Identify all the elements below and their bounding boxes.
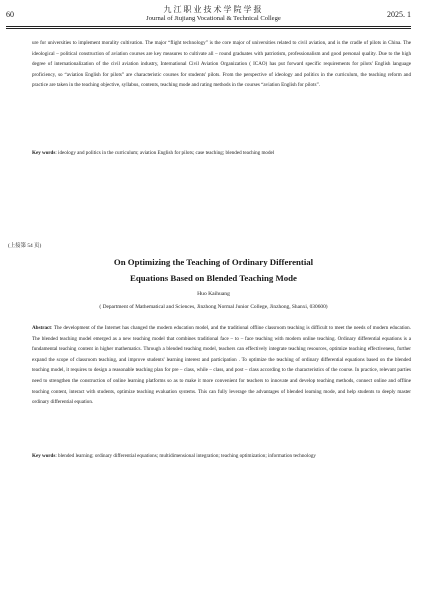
article-title <box>0 254 427 286</box>
author-name: Huo Kaihuang <box>197 291 230 297</box>
continued-from-note: (上接第 54 页) <box>8 243 42 249</box>
abstract-label: Abstract <box>32 325 51 331</box>
keywords-text: : blended learning; ordinary differential equations; multidimensional integration; teaching optimization; information technology <box>55 453 316 459</box>
title-line-2: Equations Based on Blended Teaching Mode <box>130 273 297 283</box>
previous-abstract-text: ure for universities to implement morality cultivation. The major “flight technology” is the core major of universities related to civil aviation, and is the cradle of pilots in China. The ideological – political construction of aviation courses are key measures to cultivate all – round graduates with patriotism, professionalism and good personal quality. Due to the high degree of internationalization of the civil aviation industry, International Civil Aviation Organization ( ICAO) has put forward specific requirements for pilots' English language proficiency, so “aviation English for pilots” are characteristic courses for students' pilots. From the perspective of ideology and politics in the curriculum, the teaching reform and practice are taken in the teaching objective, syllabus, contents, teaching mode and rating methods in the courses “aviation English for pilots”. <box>32 40 411 89</box>
journal-title-english: Journal of Jiujiang Vocational & Technical College <box>146 15 281 22</box>
page-number: 60 <box>6 10 14 19</box>
abstract <box>32 323 411 408</box>
previous-keywords <box>32 148 411 159</box>
keywords-label: Key words <box>32 150 56 156</box>
keywords-label: Key words <box>32 453 56 459</box>
abstract-text: : The development of the Internet has changed the modern education model, and the traditional offline classroom teaching is difficult to meet the needs of modern education. The blended teaching model emerged as a new teaching model that combines traditional face – to – face teaching with modern online teaching. Ordinary differential equations is a fundamental teaching content in higher mathematics. Through a blended teaching model, teachers can effectively integrate teaching resources, optimize teaching effectiveness, further expand the scope of classroom teaching, and improve students' learning interest and participation . To optimize the teaching of ordinary differential equations based on the blended teaching model, it requires to design a reasonable teaching plan for pre – class, while – class, and post – class according to the characteristics of the course. In practice, relevant parties need to strengthen the construction of online learning platforms so as to make it more convenient for teachers to innovate and develop teaching methods, connect online and offline teaching content, interact with students, optimize teaching evaluation systems. This can fully leverage the advantages of blended learning mode, and help students to deeply master ordinary differential equation. <box>32 325 411 406</box>
article-keywords <box>32 451 411 462</box>
header-rule <box>6 26 411 27</box>
journal-title-chinese: 九江职业技术学院学报 <box>163 5 264 14</box>
title-line-1: On Optimizing the Teaching of Ordinary Differential <box>113 257 314 267</box>
keywords-text: : ideology and politics in the curriculum; aviation English for pilots; case teaching; blended teaching model <box>55 150 275 156</box>
issue-number: 2025. 1 <box>387 10 411 19</box>
header-rule-thin <box>6 28 411 29</box>
author-affiliation: ( Department of Mathematical and Sciences, Jinzhong Normal Junior College, Jinzhong, Shanxi, 030600) <box>99 304 328 310</box>
